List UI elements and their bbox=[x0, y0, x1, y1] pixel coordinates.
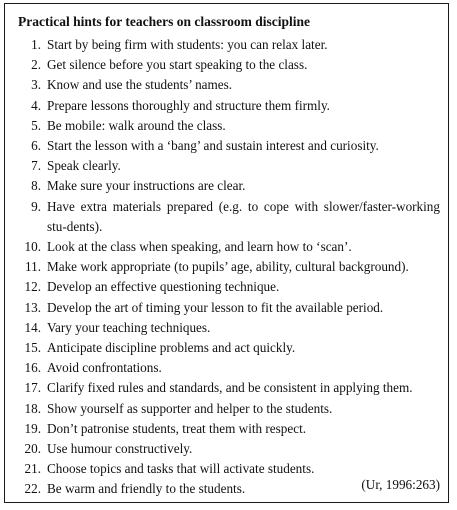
citation: (Ur, 1996:263) bbox=[361, 477, 440, 492]
item-text: Clarify fixed rules and standards, and be consistent in applying them. bbox=[47, 380, 413, 396]
item-number: 15. bbox=[24, 340, 41, 356]
item-text: Don’t patronise students, treat them with respect. bbox=[47, 420, 307, 436]
item-text: Show yourself as supporter and helper to the students. bbox=[47, 400, 333, 416]
list-item bbox=[5, 257, 448, 277]
item-number: 20. bbox=[24, 441, 41, 457]
item-text: Get silence before you start speaking to the class. bbox=[47, 57, 308, 73]
item-number: 14. bbox=[24, 319, 41, 335]
item-text: Know and use the students’ names. bbox=[47, 77, 233, 93]
item-text: Anticipate discipline problems and act quickly. bbox=[47, 340, 296, 356]
item-number: 6. bbox=[31, 138, 41, 154]
item-text: Start the lesson with a ‘bang’ and sustain interest and curiosity. bbox=[47, 138, 379, 154]
item-number: 11. bbox=[25, 259, 41, 275]
item-text: Make sure your instructions are clear. bbox=[47, 178, 246, 194]
list-item bbox=[5, 96, 448, 116]
item-number: 16. bbox=[24, 360, 41, 376]
item-text: Make work appropriate (to pupils’ age, ability, cultural background). bbox=[47, 259, 409, 275]
item-number: 8. bbox=[31, 178, 41, 194]
item-text: Choose topics and tasks that will activate students. bbox=[47, 461, 315, 477]
item-text: Have extra materials prepared (e.g. to cope with slower/faster-working stu-dents). bbox=[47, 198, 440, 234]
item-text: Avoid confrontations. bbox=[47, 360, 162, 376]
item-number: 7. bbox=[31, 158, 41, 174]
item-number: 18. bbox=[24, 400, 41, 416]
item-text: Be warm and friendly to the students. bbox=[47, 481, 246, 497]
list-item bbox=[5, 378, 448, 398]
hints-box bbox=[4, 3, 449, 503]
item-text: Vary your teaching techniques. bbox=[47, 319, 211, 335]
list-item bbox=[5, 237, 448, 257]
item-number: 17. bbox=[24, 380, 41, 396]
item-text: Look at the class when speaking, and learn how to ‘scan’. bbox=[47, 239, 352, 255]
item-number: 22. bbox=[24, 481, 41, 497]
list-item bbox=[5, 35, 448, 55]
list-item bbox=[5, 156, 448, 176]
list-item bbox=[5, 55, 448, 75]
list-item bbox=[5, 176, 448, 196]
list-item bbox=[5, 298, 448, 318]
list-item bbox=[5, 277, 448, 297]
item-number: 13. bbox=[24, 299, 41, 315]
item-text: Prepare lessons thoroughly and structure them firmly. bbox=[47, 97, 330, 113]
list-item bbox=[5, 197, 448, 237]
list-item bbox=[5, 136, 448, 156]
list-item bbox=[5, 338, 448, 358]
list-item bbox=[5, 116, 448, 136]
list-item bbox=[5, 419, 448, 439]
item-text: Develop an effective questioning technique. bbox=[47, 279, 280, 295]
item-text: Start by being firm with students: you can relax later. bbox=[47, 37, 328, 52]
item-text: Be mobile: walk around the class. bbox=[47, 117, 226, 133]
hints-list bbox=[5, 35, 448, 500]
item-text: Use humour constructively. bbox=[47, 441, 193, 457]
item-number: 19. bbox=[24, 420, 41, 436]
list-item bbox=[5, 318, 448, 338]
item-number: 10. bbox=[24, 239, 41, 255]
item-number: 12. bbox=[24, 279, 41, 295]
item-number: 21. bbox=[24, 461, 41, 477]
item-number: 2. bbox=[31, 57, 41, 73]
list-item bbox=[5, 358, 448, 378]
box-title: Practical hints for teachers on classroom discipline bbox=[18, 14, 310, 29]
list-item bbox=[5, 75, 448, 95]
item-number: 9. bbox=[31, 198, 41, 214]
item-text: Develop the art of timing your lesson to fit the available period. bbox=[47, 299, 384, 315]
list-item bbox=[5, 399, 448, 419]
list-item bbox=[5, 439, 448, 459]
item-number: 3. bbox=[31, 77, 41, 93]
item-number: 1. bbox=[31, 37, 41, 52]
item-text: Speak clearly. bbox=[47, 158, 121, 174]
item-number: 4. bbox=[31, 97, 41, 113]
item-number: 5. bbox=[31, 117, 41, 133]
